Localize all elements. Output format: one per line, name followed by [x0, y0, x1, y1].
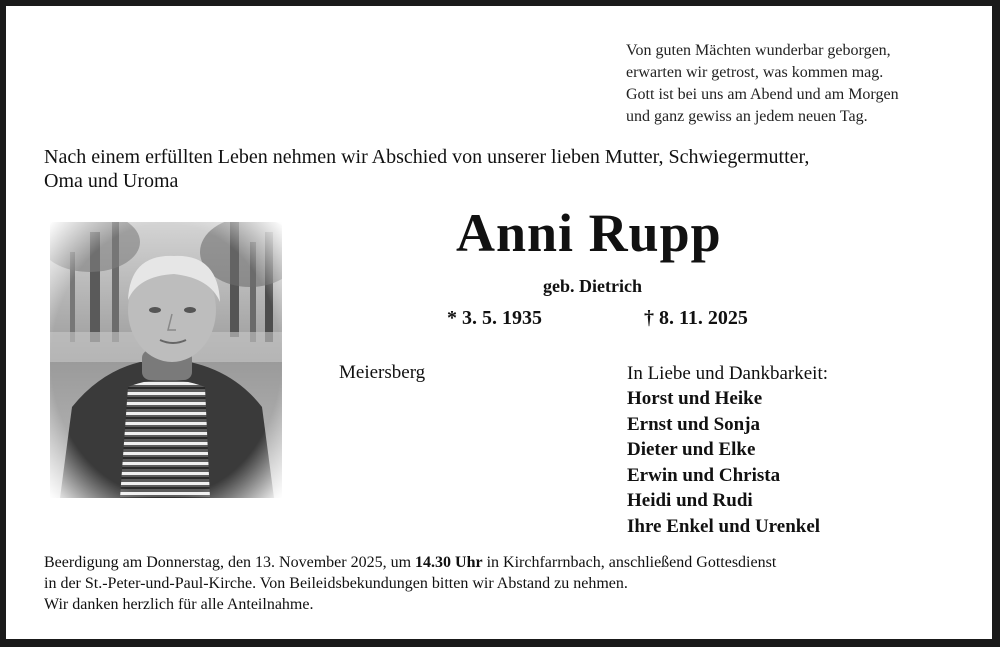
portrait-photo [50, 222, 282, 498]
poem [626, 40, 986, 128]
funeral-text: Beerdigung am Donnerstag, den 13. November 2025, um [44, 554, 416, 571]
mourners-heading: In Liebe und Dankbarkeit: [627, 363, 829, 384]
mourner-name: Ernst und Sonja [627, 413, 761, 435]
intro-line: Nach einem erfüllten Leben nehmen wir Abschied von unserer lieben Mutter, Schwiegermutter, [44, 146, 810, 168]
poem-line: Von guten Mächten wunderbar geborgen, [626, 42, 891, 59]
mourner-name: Horst und Heike [627, 388, 763, 409]
poem-line: erwarten wir getrost, was kommen mag. [626, 64, 884, 81]
funeral-notice [44, 552, 964, 615]
deceased-name: Anni Rupp [456, 203, 722, 263]
funeral-time: 14.30 Uhr [415, 554, 483, 571]
mourner-name: Ihre Enkel und Urenkel [627, 515, 821, 537]
obituary-card [6, 6, 992, 639]
poem-line: Gott ist bei uns am Abend und am Morgen [626, 86, 899, 103]
birth-date: * 3. 5. 1935 [447, 307, 542, 329]
funeral-text: in Kirchfarrnbach, anschließend Gottesdienst [482, 554, 777, 571]
intro-line: Oma und Uroma [44, 170, 179, 192]
funeral-line [44, 552, 964, 573]
mourner-name: Heidi und Rudi [627, 490, 753, 511]
mourner-name: Dieter und Elke [627, 439, 756, 460]
death-date: † 8. 11. 2025 [644, 307, 748, 329]
mourner-name: Erwin und Christa [627, 464, 781, 486]
funeral-line: Wir danken herzlich für alle Anteilnahme. [44, 596, 314, 613]
intro-text [44, 145, 964, 193]
portrait-illustration [50, 222, 282, 498]
mourners-list [627, 362, 967, 539]
poem-line: und ganz gewiss an jedem neuen Tag. [626, 108, 868, 125]
funeral-line: in der St.-Peter-und-Paul-Kirche. Von Beileidsbekundungen bitten wir Abstand zu nehmen. [44, 575, 628, 592]
maiden-name: geb. Dietrich [543, 276, 642, 296]
residence: Meiersberg [339, 362, 426, 383]
